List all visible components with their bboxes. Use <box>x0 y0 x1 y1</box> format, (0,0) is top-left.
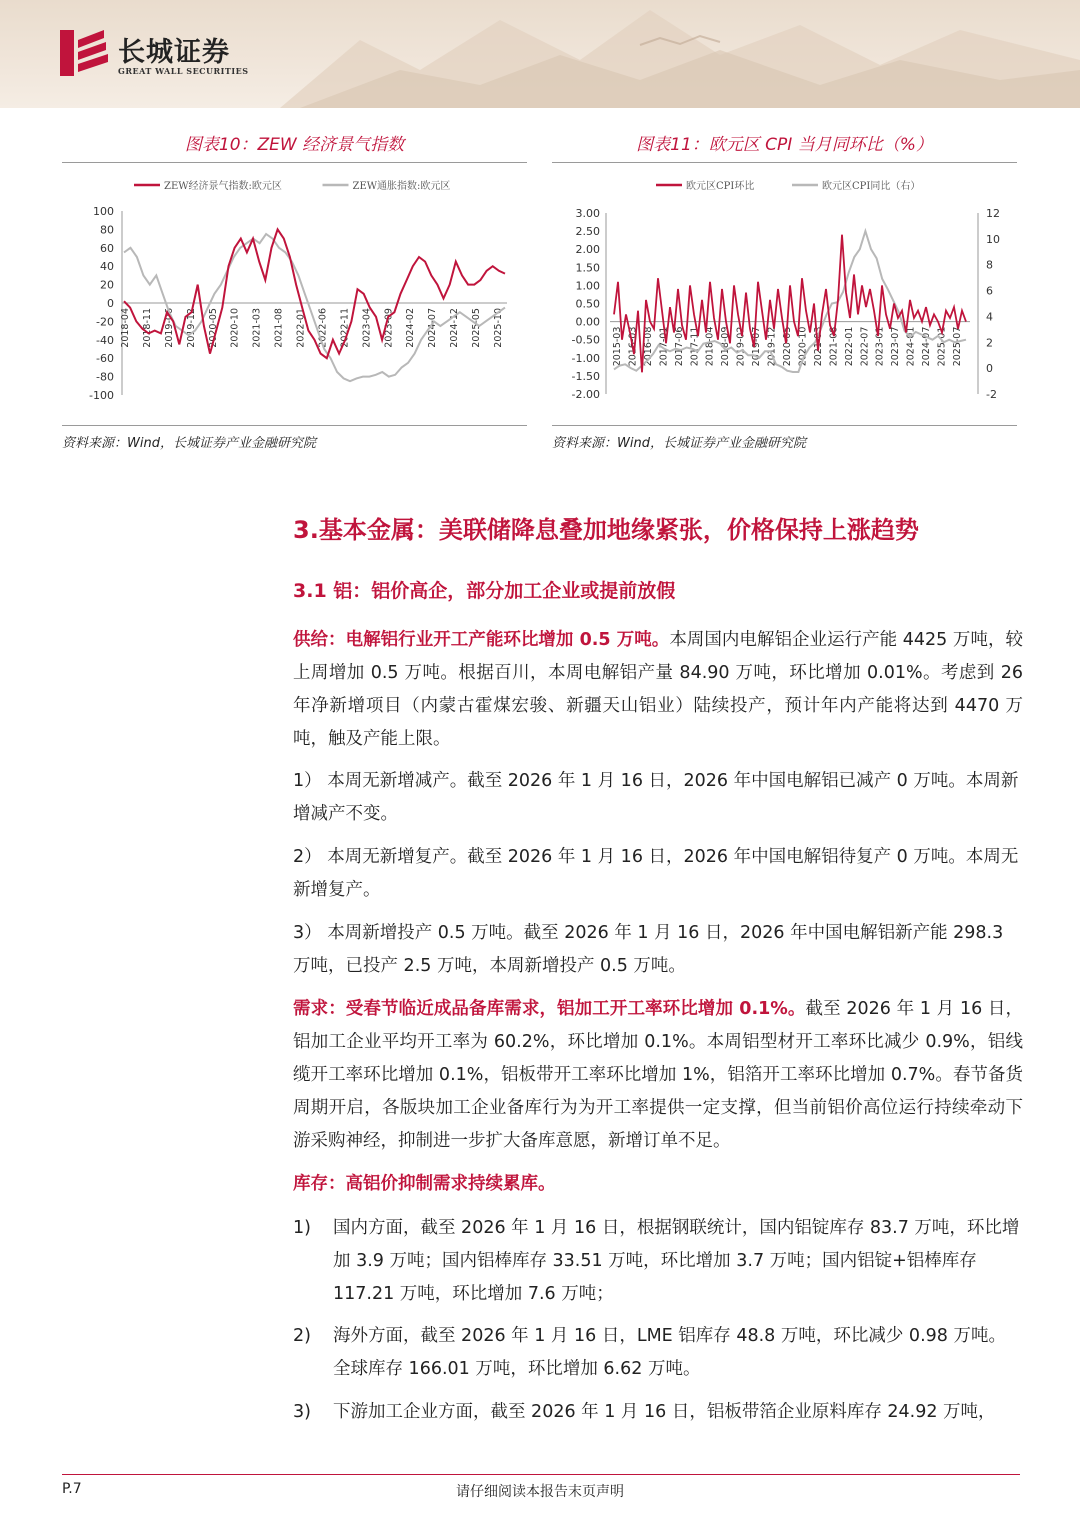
y-tick-label: -100 <box>89 389 114 402</box>
page-number: P.7 <box>62 1481 82 1497</box>
demand-text: 截至 2026 年 1 月 16 日，铝加工企业平均开工率为 60.2%，环比增加 0.1%。本周铝型材开工率环比减少 0.9%，铝线缆开工率环比增加 0.1%，铝板带开工率环比增加 1%，铝箔开工率环比增加 0.7%。春节备货周期开启，各版块加工企业备库行为为开工率提供一定支撑，但当前铝价高位运行持续牵动下游采购神经，抑制进一步扩大备库意愿，新增订单不足。 <box>293 999 1023 1151</box>
chart-rule <box>62 425 527 426</box>
company-logo <box>60 30 110 76</box>
x-tick-label: 2022-01 <box>295 308 307 348</box>
supply-item-text: 3） 本周新增投产 0.5 万吨。截至 2026 年 1 月 16 日，2026 年中国电解铝新产能 298.3 万吨，已投产 2.5 万吨，本周新增投产 0.5 万吨。 <box>293 923 1004 976</box>
supply-item-text: 1） 本周无新增减产。截至 2026 年 1 月 16 日，2026 年中国电解铝已减产 0 万吨。本周新增减产不变。 <box>293 771 1019 824</box>
y-tick-label: 0 <box>107 297 114 310</box>
x-tick-label: 2020-10 <box>797 326 809 367</box>
x-tick-label: 2019-12 <box>766 326 778 367</box>
x-tick-label: 2021-08 <box>273 308 285 348</box>
demand-paragraph <box>293 993 1023 1158</box>
x-tick-label: 2020-05 <box>207 308 219 348</box>
chart-caption: 图表11：欧元区 CPI 当月同环比（%） <box>636 135 933 155</box>
series-line <box>124 229 505 358</box>
x-tick-label: 2023-07 <box>890 326 902 367</box>
x-tick-label: 2023-01 <box>874 326 886 367</box>
x-tick-label: 2024-01 <box>905 326 917 367</box>
x-tick-label: 2017-01 <box>658 326 670 367</box>
y-tick-label: -40 <box>96 333 114 347</box>
x-tick-label: 2017-11 <box>689 326 701 367</box>
x-tick-label: 2021-08 <box>828 326 840 367</box>
brand-name-cn: 长城证券 <box>118 37 230 68</box>
y-tick-label: 60 <box>100 241 114 255</box>
x-tick-label: 2019-12 <box>185 308 197 348</box>
inventory-item-text: 海外方面，截至 2026 年 1 月 16 日，LME 铝库存 48.8 万吨，环比减少 0.98 万吨。全球库存 166.01 万吨，环比增加 6.62 万吨。 <box>333 1326 1006 1379</box>
x-tick-label: 2017-06 <box>673 326 685 367</box>
x-tick-label: 2021-03 <box>812 326 824 367</box>
x-tick-label: 2019-07 <box>751 326 763 367</box>
y-tick-label: -2.00 <box>571 388 600 401</box>
header-banner <box>0 0 1080 108</box>
x-tick-label: 2025-10 <box>493 308 504 348</box>
y-tick-label: 3.00 <box>575 207 600 220</box>
x-tick-label: 2021-03 <box>251 308 263 348</box>
chart-source: 资料来源：Wind，长城证券产业金融研究院 <box>552 436 806 451</box>
y2-tick-label: 6 <box>986 284 993 298</box>
y2-tick-label: -2 <box>986 388 997 401</box>
inventory-lead: 库存：高铝价抑制需求持续累库。 <box>293 1174 556 1194</box>
supply-item <box>293 917 1023 983</box>
x-tick-label: 2016-03 <box>627 326 639 367</box>
x-tick-label: 2019-06 <box>163 308 175 348</box>
y-tick-label: 0.00 <box>575 315 600 329</box>
chart-cpi <box>552 128 1017 451</box>
x-tick-label: 2018-04 <box>704 326 716 367</box>
x-tick-label: 2025-07 <box>952 326 963 367</box>
y-tick-label: 100 <box>93 205 114 218</box>
inventory-item <box>293 1396 1023 1429</box>
inventory-item-text: 国内方面，截至 2026 年 1 月 16 日，根据钢联统计，国内铝锭库存 83.7 万吨，环比增加 3.9 万吨；国内铝棒库存 33.51 万吨，环比增加 3.7 万吨；国内铝锭+铝棒库存 117.21 万吨，环比增加 7.6 万吨； <box>333 1218 1020 1304</box>
y2-tick-label: 8 <box>986 258 993 272</box>
x-tick-label: 2020-10 <box>229 308 241 348</box>
series-line <box>124 234 505 381</box>
x-tick-label: 2024-07 <box>427 308 439 348</box>
supply-item-text: 2） 本周无新增复产。截至 2026 年 1 月 16 日，2026 年中国电解铝待复产 0 万吨。本周无新增复产。 <box>293 847 1019 900</box>
footer-disclaimer: 请仔细阅读本报告末页声明 <box>456 1484 624 1500</box>
y2-tick-label: 10 <box>986 232 1000 246</box>
y2-tick-label: 0 <box>986 362 993 376</box>
chart-rule <box>552 425 1017 426</box>
chart-caption: 图表10：ZEW 经济景气指数 <box>184 135 405 155</box>
y-tick-label: -1.50 <box>571 369 600 383</box>
x-tick-label: 2025-01 <box>936 326 948 367</box>
footer-rule <box>62 1474 1020 1475</box>
x-tick-label: 2022-07 <box>859 326 871 367</box>
inventory-item <box>293 1320 1023 1386</box>
y-tick-label: -80 <box>96 370 114 384</box>
inventory-item-number: 1) <box>293 1218 311 1238</box>
y-tick-label: 2.00 <box>575 243 600 257</box>
y2-tick-label: 12 <box>986 207 1000 220</box>
y-tick-label: 40 <box>100 260 114 274</box>
subsection-heading: 3.1 铝：铝价高企，部分加工企业或提前放假 <box>293 580 676 602</box>
inventory-heading <box>293 1168 1023 1201</box>
y-tick-label: 80 <box>100 223 114 237</box>
x-tick-label: 2024-12 <box>449 308 461 348</box>
x-tick-label: 2022-06 <box>317 308 329 348</box>
x-tick-label: 2024-07 <box>921 326 933 367</box>
y-tick-label: 2.50 <box>575 225 600 239</box>
y2-tick-label: 4 <box>986 310 993 324</box>
y-tick-label: -1.00 <box>571 351 600 365</box>
y-tick-label: -60 <box>96 352 114 366</box>
inventory-item <box>293 1212 1023 1311</box>
brand-name-en: GREAT WALL SECURITIES <box>118 66 249 76</box>
chart-zew <box>62 128 527 451</box>
x-tick-label: 2024-02 <box>405 308 417 348</box>
x-tick-label: 2022-01 <box>843 326 855 367</box>
y-tick-label: 1.50 <box>575 261 600 275</box>
y2-tick-label: 2 <box>986 336 993 350</box>
y-tick-label: -20 <box>96 315 114 329</box>
chart-cpi-plot <box>552 163 1017 425</box>
x-tick-label: 2018-04 <box>120 308 131 348</box>
inventory-item-text: 下游加工企业方面，截至 2026 年 1 月 16 日，铝板带箔企业原料库存 24.92 万吨， <box>333 1402 996 1422</box>
legend-label: ZEW经济景气指数:欧元区 <box>164 181 282 192</box>
inventory-item-number: 2) <box>293 1326 311 1346</box>
legend-label: 欧元区CPI环比 <box>686 181 755 192</box>
x-tick-label: 2023-04 <box>361 308 373 348</box>
x-tick-label: 2023-09 <box>383 308 395 348</box>
x-tick-label: 2015-03 <box>612 326 623 367</box>
x-tick-label: 2022-11 <box>339 308 351 348</box>
supply-lead: 供给：电解铝行业开工产能环比增加 0.5 万吨。 <box>293 630 670 650</box>
x-tick-label: 2016-08 <box>642 326 654 367</box>
x-tick-label: 2018-09 <box>720 326 732 367</box>
x-tick-label: 2018-11 <box>141 308 153 348</box>
y-tick-label: 20 <box>100 278 114 292</box>
chart-zew-plot <box>62 163 527 425</box>
section-heading: 3.基本金属：美联储降息叠加地缘紧张，价格保持上涨趋势 <box>293 516 919 544</box>
supply-item <box>293 841 1023 907</box>
x-tick-label: 2020-05 <box>782 326 793 367</box>
y-tick-label: 1.00 <box>575 279 600 293</box>
x-tick-label: 2019-02 <box>735 326 747 367</box>
inventory-item-number: 3) <box>293 1402 311 1422</box>
y-tick-label: 0.50 <box>575 297 600 311</box>
y-tick-label: -0.50 <box>571 333 600 347</box>
chart-source: 资料来源：Wind，长城证券产业金融研究院 <box>62 436 316 451</box>
supply-paragraph <box>293 624 1023 756</box>
supply-text: 本周国内电解铝企业运行产能 4425 万吨，较上周增加 0.5 万吨。根据百川，本周电解铝产量 84.90 万吨，环比增加 0.01%。考虑到 26 年净新增项目（内蒙古霍煤宏骏、新疆天山铝业）陆续投产，预计年内产能将达到 4470 万吨，触及产能上限。 <box>293 630 1023 749</box>
demand-lead: 需求：受春节临近成品备库需求，铝加工开工率环比增加 0.1%。 <box>293 999 806 1019</box>
supply-item <box>293 765 1023 831</box>
legend-label: 欧元区CPI同比（右） <box>822 181 921 192</box>
x-tick-label: 2025-05 <box>471 308 483 348</box>
legend-label: ZEW通胀指数:欧元区 <box>352 181 451 192</box>
